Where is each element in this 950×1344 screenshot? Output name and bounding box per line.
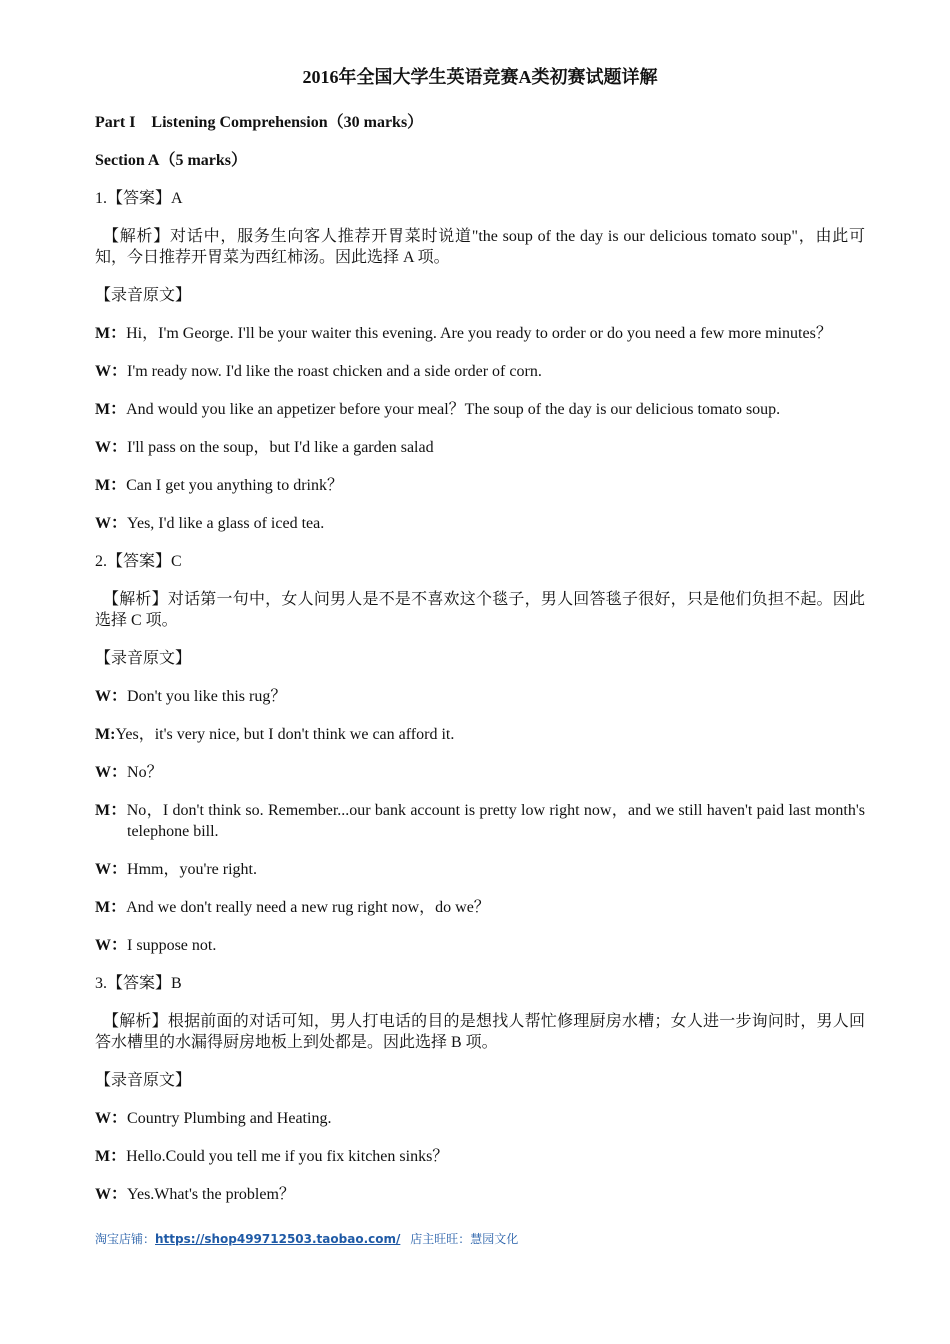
speaker: M： xyxy=(95,477,127,494)
line-text: Yes, I'd like a glass of iced tea. xyxy=(127,515,325,532)
dialogue-line xyxy=(95,323,865,344)
document-page xyxy=(95,64,865,1222)
speaker: W： xyxy=(95,937,128,954)
q2-analysis: 【解析】对话第一句中，女人问男人是不是不喜欢这个毯子，男人回答毯子很好，只是他们负担不起。因此选择 C 项。 xyxy=(95,591,865,629)
speaker: W： xyxy=(95,363,128,380)
section-heading: Section A（5 marks） xyxy=(95,152,248,169)
q1-analysis: 【解析】对话中，服务生向客人推荐开胃菜时说道"the soup of the day is our delicious tomato soup"，由此可知，今日推荐开胃菜为西红柿汤。因此选择 A 项。 xyxy=(95,228,865,266)
dialogue-line xyxy=(95,686,865,707)
line-text: Country Plumbing and Heating. xyxy=(127,1110,332,1127)
line-text: I'll pass on the soup，but I'd like a garden salad xyxy=(127,439,434,456)
q2-answer: 2.【答案】C xyxy=(95,553,182,570)
q3-dialogue xyxy=(95,1108,865,1205)
speaker: W： xyxy=(95,439,128,456)
line-text: Hmm，you're right. xyxy=(127,861,257,878)
speaker: M： xyxy=(95,325,127,342)
dialogue-line xyxy=(95,361,865,382)
dialogue-line xyxy=(95,859,865,880)
line-text: And we don't really need a new rug right now，do we？ xyxy=(126,899,490,916)
line-text: And would you like an appetizer before your meal？The soup of the day is our delicious tomato soup. xyxy=(126,401,781,418)
dialogue-line xyxy=(95,935,865,956)
q2-transcript-label: 【录音原文】 xyxy=(95,650,192,667)
line-text: Hello.Could you tell me if you fix kitchen sinks？ xyxy=(126,1148,449,1165)
q1-dialogue xyxy=(95,323,865,534)
q3-answer: 3.【答案】B xyxy=(95,975,182,992)
speaker: M： xyxy=(95,802,127,819)
speaker: W： xyxy=(95,861,128,878)
shop-label: 淘宝店铺： xyxy=(95,1232,156,1246)
dialogue-line xyxy=(95,897,865,918)
q1-transcript-label: 【录音原文】 xyxy=(95,287,192,304)
speaker: W： xyxy=(95,764,128,781)
dialogue-line xyxy=(95,399,865,420)
line-text: No，I don't think so. Remember...our bank account is pretty low right now，and we still haven't paid last month's telephone bill. xyxy=(126,802,865,840)
part-heading: Part I Listening Comprehension（30 marks） xyxy=(95,114,424,131)
line-text: Don't you like this rug？ xyxy=(127,688,287,705)
line-text: I suppose not. xyxy=(127,937,217,954)
q1-answer: 1.【答案】A xyxy=(95,190,183,207)
q3-transcript-label: 【录音原文】 xyxy=(95,1072,192,1089)
q2-dialogue xyxy=(95,686,865,956)
page-footer xyxy=(95,1230,518,1247)
speaker: M： xyxy=(95,899,127,916)
speaker: W： xyxy=(95,1186,128,1203)
dialogue-line xyxy=(95,437,865,458)
line-text: Can I get you anything to drink？ xyxy=(126,477,343,494)
q3-analysis: 【解析】根据前面的对话可知，男人打电话的目的是想找人帮忙修理厨房水槽；女人进一步询问时，男人回答水槽里的水漏得厨房地板上到处都是。因此选择 B 项。 xyxy=(95,1013,865,1051)
line-text: Hi，I'm George. I'll be your waiter this evening. Are you ready to order or do you need a few more minutes？ xyxy=(126,325,832,342)
line-text: No？ xyxy=(127,764,163,781)
dialogue-line xyxy=(95,475,865,496)
line-text: Yes.What's the problem？ xyxy=(127,1186,295,1203)
dialogue-line xyxy=(95,1108,865,1129)
page-title: 2016年全国大学生英语竞赛A类初赛试题详解 xyxy=(302,67,658,87)
dialogue-line xyxy=(95,724,865,745)
shop-owner: 店主旺旺：慧园文化 xyxy=(410,1232,519,1246)
dialogue-line xyxy=(95,800,865,842)
speaker: W： xyxy=(95,688,128,705)
dialogue-line xyxy=(95,762,865,783)
speaker: M： xyxy=(95,1148,127,1165)
dialogue-line xyxy=(95,1184,865,1205)
speaker: W： xyxy=(95,515,128,532)
shop-link[interactable]: https://shop499712503.taobao.com/ xyxy=(155,1232,401,1246)
speaker: W： xyxy=(95,1110,128,1127)
speaker: M: xyxy=(95,726,116,743)
dialogue-line xyxy=(95,1146,865,1167)
line-text: Yes，it's very nice, but I don't think we can afford it. xyxy=(115,726,455,743)
speaker: M： xyxy=(95,401,127,418)
line-text: I'm ready now. I'd like the roast chicken and a side order of corn. xyxy=(127,363,542,380)
dialogue-line xyxy=(95,513,865,534)
